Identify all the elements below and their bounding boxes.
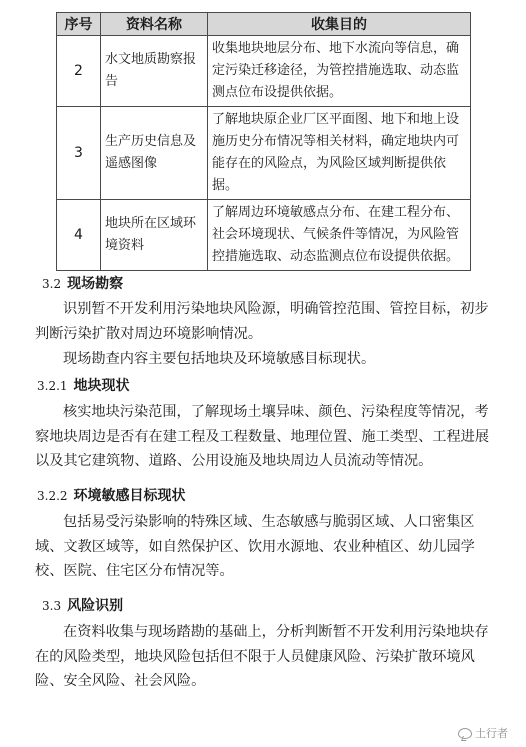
table-row: [57, 36, 471, 107]
section-heading-3-2-1: [37, 375, 130, 397]
paragraph-site-survey-intro: 识别暂不开发利用污染地块风险源，明确管控范围、管控目标，初步判断污染扩散对周边环境影响情况。: [35, 301, 489, 342]
section-number: 3.2.1: [37, 379, 68, 393]
row-material-name: 地块所在区域环境资料: [101, 200, 208, 271]
section-heading-3-2: [42, 273, 123, 295]
row-material-name: 水文地质勘察报告: [101, 36, 208, 107]
row-purpose: 收集地块地层分布、地下水流向等信息，确定污染迁移途径，为管控措施选取、动态监测点位布设提供依据。: [208, 36, 471, 107]
paragraph-site-survey-scope: 现场勘查内容主要包括地块及环境敏感目标现状。: [63, 351, 376, 367]
watermark-text: 土行者: [475, 727, 508, 740]
paragraph-risk-identification: 在资料收集与现场踏勘的基础上，分析判断暂不开发利用污染地块存在的风险类型，地块风险包括但不限于人员健康风险、污染扩散环境风险、安全风险、社会风险。: [35, 624, 489, 689]
wechat-icon: [458, 728, 472, 739]
row-number: 2: [57, 36, 101, 107]
watermark: [458, 725, 508, 741]
section-heading-3-2-2: [37, 485, 186, 507]
row-number: 4: [57, 200, 101, 271]
row-purpose: 了解周边环境敏感点分布、在建工程分布、社会环境现状、气候条件等情况，为风险管控措施选取、动态监测点位布设提供依据。: [208, 200, 471, 271]
paragraph-site-status: 核实地块污染范围，了解现场土壤异味、颜色、污染程度等情况，考察地块周边是否有在建工程及工程数量、地理位置、施工类型、工程进展以及其它建筑物、道路、公用设施及地块周边人员流动等情况。: [35, 404, 490, 469]
section-heading-3-3: [42, 595, 123, 617]
section-number: 3.3: [42, 599, 62, 613]
section-number: 3.2.2: [37, 489, 68, 503]
row-number: 3: [57, 107, 101, 200]
header-purpose: 收集目的: [208, 13, 471, 36]
table-row: [57, 200, 471, 271]
section-title: 地块现状: [73, 378, 130, 394]
section-title: 现场勘察: [67, 276, 124, 292]
row-material-name: 生产历史信息及遥感图像: [101, 107, 208, 200]
table-row: [57, 107, 471, 200]
table-header-row: [57, 13, 471, 36]
section-title: 风险识别: [67, 598, 124, 614]
section-number: 3.2: [42, 277, 62, 291]
materials-table: [56, 12, 471, 271]
header-name: 资料名称: [101, 13, 208, 36]
row-purpose: 了解地块原企业厂区平面图、地下和地上设施历史分布情况等相关材料，确定地块内可能存在的风险点，为风险区域判断提供依据。: [208, 107, 471, 200]
section-title: 环境敏感目标现状: [73, 488, 186, 504]
header-no: 序号: [57, 13, 101, 36]
paragraph-sensitive-targets: 包括易受污染影响的特殊区域、生态敏感与脆弱区域、人口密集区域、文教区域等，如自然保护区、饮用水源地、农业种植区、幼儿园学校、医院、住宅区分布情况等。: [35, 514, 475, 579]
